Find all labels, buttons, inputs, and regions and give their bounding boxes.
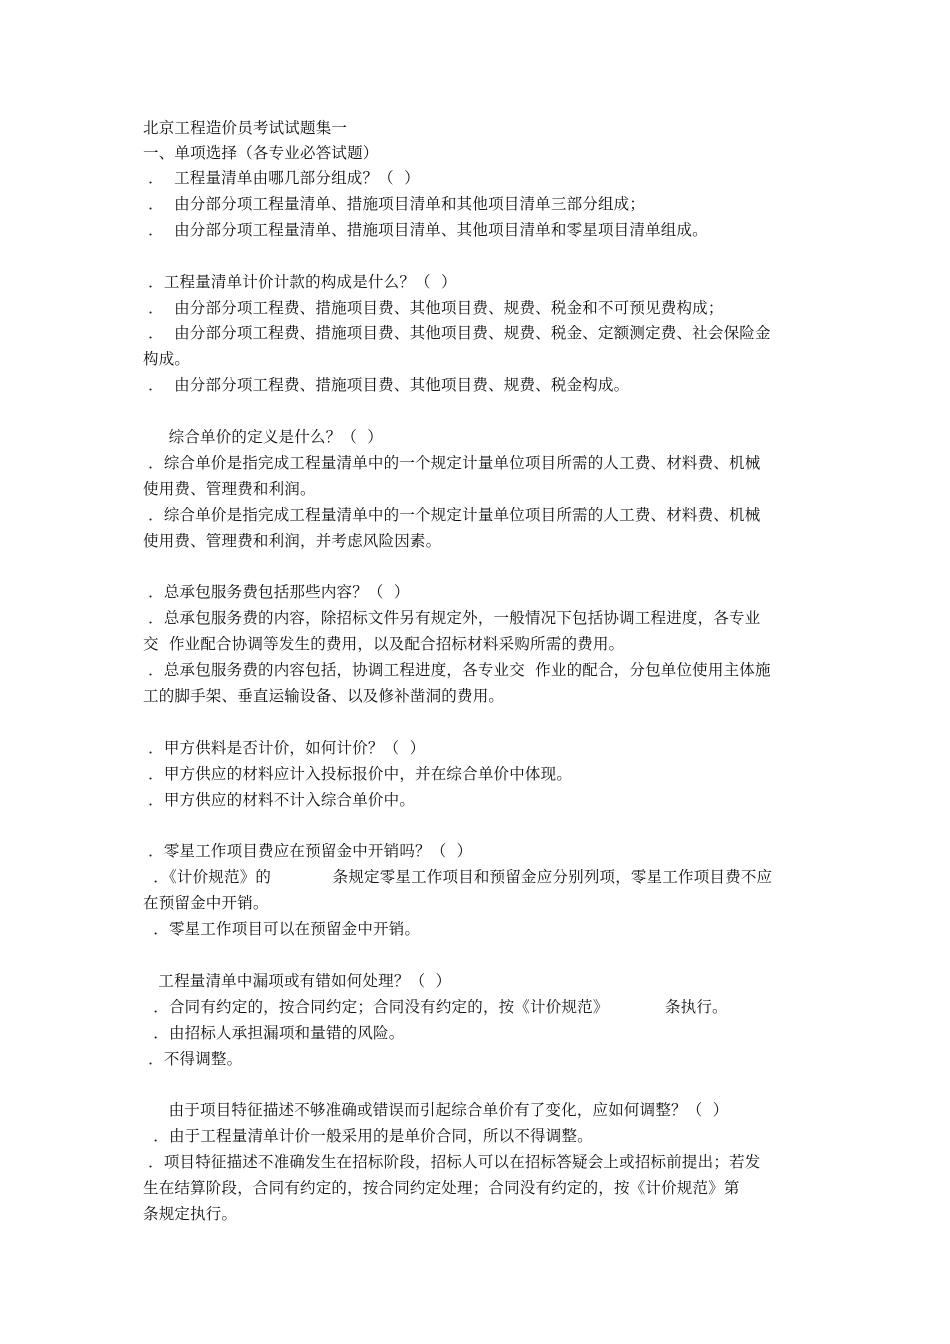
text-line: ．不得调整。 (143, 1049, 243, 1068)
text-line: ．综合单价是指完成工程量清单中的一个规定计量单位项目所需的人工费、材料费、机械 (143, 505, 761, 524)
text-line: ．甲方供应的材料应计入投标报价中，并在综合单价中体现。 (143, 764, 573, 783)
text-line: ．由招标人承担漏项和量错的风险。 (143, 1023, 405, 1042)
text-line: ．《计价规范》的 条规定零星工作项目和预留金应分别列项，零星工作项目费不应 (143, 868, 773, 887)
text-line: 条规定执行。 (143, 1205, 238, 1223)
text-line: ． 由分部分项工程量清单、措施项目清单、其他项目清单和零星项目清单组成。 (143, 220, 708, 239)
text-line: ．总承包服务费包括那些内容？（ ） (143, 583, 410, 602)
text-line: ．项目特征描述不准确发生在招标阶段，招标人可以在招标答疑会上或招标前提出；若发 (143, 1153, 761, 1172)
text-line: ． 由分部分项工程费、措施项目费、其他项目费、规费、税金构成。 (143, 376, 630, 395)
section-heading: 一、单项选择（各专业必答试题） (143, 144, 379, 162)
text-line: ．由于工程量清单计价一般采用的是单价合同，所以不得调整。 (143, 1127, 593, 1146)
text-line: ．总承包服务费的内容包括，协调工程进度，各专业交 作业的配合，分包单位使用主体施 (143, 661, 771, 680)
text-line: 使用费、管理费和利润。 (143, 479, 316, 498)
text-line: 工的脚手架、垂直运输设备、以及修补凿洞的费用。 (143, 687, 505, 705)
text-line: ．甲方供应的材料不计入综合单价中。 (143, 790, 416, 809)
text-line: 综合单价的定义是什么？（ ） (143, 428, 383, 446)
text-line: ．甲方供料是否计价，如何计价？（ ） (143, 738, 426, 757)
text-line: ．总承包服务费的内容，除招标文件另有规定外，一般情况下包括协调工程进度，各专业 (143, 609, 761, 628)
text-line: ．零星工作项目费应在预留金中开销吗？（ ） (143, 842, 473, 861)
text-line: ． 工程量清单由哪几部分组成？（ ） (143, 169, 420, 187)
text-line: 工程量清单中漏项或有错如何处理？（ ） (143, 971, 452, 990)
text-line: ． 由分部分项工程量清单、措施项目清单和其他项目清单三部分组成； (143, 194, 646, 213)
text-line: ．工程量清单计价计款的构成是什么？（ ） (143, 272, 457, 291)
text-line: ．合同有约定的，按合同约定；合同没有约定的，按《计价规范》 条执行。 (143, 997, 728, 1016)
text-line: 构成。 (143, 350, 191, 369)
text-line: ． 由分部分项工程费、措施项目费、其他项目费、规费、税金、定额测定费、社会保险金 (143, 324, 771, 343)
text-line: ．综合单价是指完成工程量清单中的一个规定计量单位项目所需的人工费、材料费、机械 (143, 453, 761, 472)
text-line: 生在结算阶段，合同有约定的，按合同约定处理；合同没有约定的，按《计价规范》第 (143, 1179, 740, 1198)
text-line: ．零星工作项目可以在预留金中开销。 (143, 920, 421, 939)
document-title: 北京工程造价员考试试题集一 (143, 119, 348, 137)
text-line: 由于项目特征描述不够准确或错误而引起综合单价有了变化，应如何调整？（ ） (143, 1101, 729, 1120)
text-line: 交 作业配合协调等发生的费用，以及配合招标材料采购所需的费用。 (143, 635, 625, 654)
text-line: ． 由分部分项工程费、措施项目费、其他项目费、规费、税金和不可预见费构成； (143, 298, 724, 317)
text-line: 在预留金中开销。 (143, 894, 269, 913)
text-line: 使用费、管理费和利润，并考虑风险因素。 (143, 531, 442, 550)
